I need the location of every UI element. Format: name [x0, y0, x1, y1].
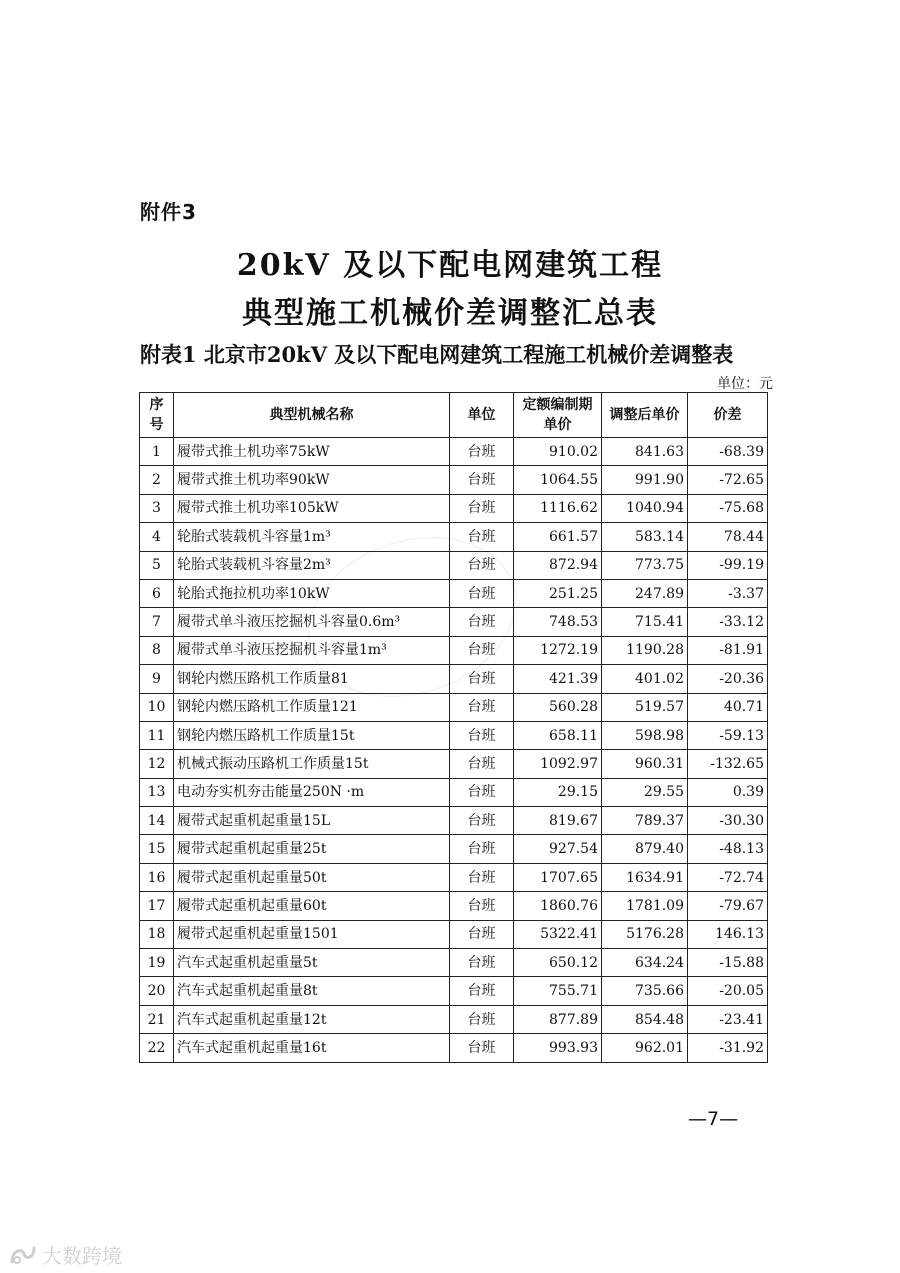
- unit-cell: 台班: [450, 863, 514, 891]
- machine-name: 履带式起重机起重量50t: [174, 863, 450, 891]
- price-difference: -20.05: [688, 977, 768, 1005]
- row-index: 12: [140, 750, 174, 778]
- adjusted-price: 5176.28: [602, 920, 688, 948]
- original-price: 5322.41: [514, 920, 602, 948]
- price-difference: 146.13: [688, 920, 768, 948]
- machine-name: 履带式单斗液压挖掘机斗容量1m³: [174, 636, 450, 664]
- machine-name: 轮胎式装载机斗容量2m³: [174, 551, 450, 579]
- unit-cell: 台班: [450, 750, 514, 778]
- row-index: 2: [140, 466, 174, 494]
- original-price: 877.89: [514, 1005, 602, 1033]
- page-number: —7—: [688, 1108, 739, 1130]
- attachment-label: 附件3: [140, 200, 197, 224]
- table-row: [140, 579, 768, 607]
- row-index: 18: [140, 920, 174, 948]
- original-price: 755.71: [514, 977, 602, 1005]
- original-price: 29.15: [514, 778, 602, 806]
- column-header: 价差: [688, 393, 768, 438]
- machine-name: 轮胎式拖拉机功率10kW: [174, 579, 450, 607]
- row-index: 20: [140, 977, 174, 1005]
- original-price: 421.39: [514, 665, 602, 693]
- original-price: 560.28: [514, 693, 602, 721]
- row-index: 11: [140, 721, 174, 749]
- table-row: [140, 892, 768, 920]
- table-row: [140, 721, 768, 749]
- table-header-row: [140, 393, 768, 438]
- price-difference: -48.13: [688, 835, 768, 863]
- original-price: 910.02: [514, 438, 602, 466]
- table-row: [140, 438, 768, 466]
- column-header: 单位: [450, 393, 514, 438]
- watermark-text: 大数跨境: [42, 1244, 122, 1268]
- row-index: 15: [140, 835, 174, 863]
- row-index: 22: [140, 1034, 174, 1062]
- adjusted-price: 519.57: [602, 693, 688, 721]
- price-difference: -68.39: [688, 438, 768, 466]
- original-price: 748.53: [514, 608, 602, 636]
- unit-cell: 台班: [450, 892, 514, 920]
- unit-cell: 台班: [450, 693, 514, 721]
- original-price: 661.57: [514, 523, 602, 551]
- table-row: [140, 693, 768, 721]
- unit-cell: 台班: [450, 977, 514, 1005]
- adjusted-price: 1781.09: [602, 892, 688, 920]
- adjusted-price: 1190.28: [602, 636, 688, 664]
- row-index: 9: [140, 665, 174, 693]
- table-body: [140, 438, 768, 1063]
- row-index: 17: [140, 892, 174, 920]
- unit-cell: 台班: [450, 551, 514, 579]
- unit-cell: 台班: [450, 579, 514, 607]
- machine-name: 机械式振动压路机工作质量15t: [174, 750, 450, 778]
- table-row: [140, 949, 768, 977]
- unit-label: 单位：元: [717, 376, 773, 392]
- row-index: 16: [140, 863, 174, 891]
- unit-cell: 台班: [450, 721, 514, 749]
- adjusted-price: 960.31: [602, 750, 688, 778]
- adjusted-price: 854.48: [602, 1005, 688, 1033]
- machine-name: 履带式起重机起重量25t: [174, 835, 450, 863]
- adjusted-price: 401.02: [602, 665, 688, 693]
- table-row: [140, 863, 768, 891]
- unit-cell: 台班: [450, 1005, 514, 1033]
- adjusted-price: 879.40: [602, 835, 688, 863]
- price-difference: -20.36: [688, 665, 768, 693]
- adjusted-price: 789.37: [602, 807, 688, 835]
- price-difference: -72.65: [688, 466, 768, 494]
- price-difference: -81.91: [688, 636, 768, 664]
- unit-cell: 台班: [450, 466, 514, 494]
- adjusted-price: 583.14: [602, 523, 688, 551]
- row-index: 3: [140, 494, 174, 522]
- row-index: 6: [140, 579, 174, 607]
- row-index: 19: [140, 949, 174, 977]
- adjusted-price: 1040.94: [602, 494, 688, 522]
- machine-name: 履带式起重机起重量60t: [174, 892, 450, 920]
- price-difference: -59.13: [688, 721, 768, 749]
- column-header: 定额编制期单价: [514, 393, 602, 438]
- table-row: [140, 977, 768, 1005]
- table-row: [140, 920, 768, 948]
- unit-cell: 台班: [450, 807, 514, 835]
- adjusted-price: 773.75: [602, 551, 688, 579]
- price-difference: -132.65: [688, 750, 768, 778]
- machine-name: 履带式推土机功率90kW: [174, 466, 450, 494]
- adjusted-price: 715.41: [602, 608, 688, 636]
- adjusted-price: 991.90: [602, 466, 688, 494]
- adjusted-price: 962.01: [602, 1034, 688, 1062]
- document-title-line2: 典型施工机械价差调整汇总表: [242, 296, 658, 331]
- table-subtitle: 附表1 北京市20kV 及以下配电网建筑工程施工机械价差调整表: [140, 342, 734, 367]
- table-row: [140, 608, 768, 636]
- original-price: 927.54: [514, 835, 602, 863]
- machine-name: 汽车式起重机起重量12t: [174, 1005, 450, 1033]
- adjusted-price: 1634.91: [602, 863, 688, 891]
- table-row: [140, 551, 768, 579]
- price-difference: -99.19: [688, 551, 768, 579]
- price-difference: -72.74: [688, 863, 768, 891]
- price-difference: -33.12: [688, 608, 768, 636]
- machine-name: 汽车式起重机起重量16t: [174, 1034, 450, 1062]
- row-index: 5: [140, 551, 174, 579]
- price-difference: -23.41: [688, 1005, 768, 1033]
- machine-name: 钢轮内燃压路机工作质量81: [174, 665, 450, 693]
- row-index: 13: [140, 778, 174, 806]
- original-price: 819.67: [514, 807, 602, 835]
- machine-name: 钢轮内燃压路机工作质量121: [174, 693, 450, 721]
- original-price: 1860.76: [514, 892, 602, 920]
- table-row: [140, 807, 768, 835]
- row-index: 1: [140, 438, 174, 466]
- machine-name: 轮胎式装载机斗容量1m³: [174, 523, 450, 551]
- machine-name: 钢轮内燃压路机工作质量15t: [174, 721, 450, 749]
- price-difference-table: [139, 392, 768, 1063]
- watermark-logo-icon: [8, 1244, 38, 1266]
- price-difference: -75.68: [688, 494, 768, 522]
- original-price: 650.12: [514, 949, 602, 977]
- original-price: 1707.65: [514, 863, 602, 891]
- document-title-line1: 20kV 及以下配电网建筑工程: [236, 248, 664, 283]
- row-index: 14: [140, 807, 174, 835]
- adjusted-price: 634.24: [602, 949, 688, 977]
- table-row: [140, 665, 768, 693]
- original-price: 658.11: [514, 721, 602, 749]
- machine-name: 履带式起重机起重量15L: [174, 807, 450, 835]
- table-row: [140, 636, 768, 664]
- table-row: [140, 523, 768, 551]
- price-difference: -3.37: [688, 579, 768, 607]
- price-difference: -79.67: [688, 892, 768, 920]
- price-difference: -15.88: [688, 949, 768, 977]
- price-difference: -31.92: [688, 1034, 768, 1062]
- original-price: 1272.19: [514, 636, 602, 664]
- row-index: 10: [140, 693, 174, 721]
- table-row: [140, 778, 768, 806]
- unit-cell: 台班: [450, 494, 514, 522]
- original-price: 1092.97: [514, 750, 602, 778]
- original-price: 872.94: [514, 551, 602, 579]
- watermark: [8, 1240, 122, 1269]
- column-header: 典型机械名称: [174, 393, 450, 438]
- column-header: 调整后单价: [602, 393, 688, 438]
- row-index: 21: [140, 1005, 174, 1033]
- unit-cell: 台班: [450, 665, 514, 693]
- adjusted-price: 735.66: [602, 977, 688, 1005]
- unit-cell: 台班: [450, 523, 514, 551]
- table-row: [140, 835, 768, 863]
- row-index: 8: [140, 636, 174, 664]
- unit-cell: 台班: [450, 920, 514, 948]
- unit-cell: 台班: [450, 778, 514, 806]
- original-price: 1064.55: [514, 466, 602, 494]
- machine-name: 履带式单斗液压挖掘机斗容量0.6m³: [174, 608, 450, 636]
- price-difference: 78.44: [688, 523, 768, 551]
- original-price: 993.93: [514, 1034, 602, 1062]
- machine-name: 履带式推土机功率105kW: [174, 494, 450, 522]
- row-index: 4: [140, 523, 174, 551]
- machine-name: 履带式推土机功率75kW: [174, 438, 450, 466]
- price-difference: 0.39: [688, 778, 768, 806]
- machine-name: 汽车式起重机起重量5t: [174, 949, 450, 977]
- unit-cell: 台班: [450, 608, 514, 636]
- table-row: [140, 1005, 768, 1033]
- price-difference: -30.30: [688, 807, 768, 835]
- unit-cell: 台班: [450, 636, 514, 664]
- adjusted-price: 841.63: [602, 438, 688, 466]
- adjusted-price: 29.55: [602, 778, 688, 806]
- unit-cell: 台班: [450, 1034, 514, 1062]
- original-price: 251.25: [514, 579, 602, 607]
- price-difference: 40.71: [688, 693, 768, 721]
- original-price: 1116.62: [514, 494, 602, 522]
- table-row: [140, 1034, 768, 1062]
- machine-name: 履带式起重机起重量1501: [174, 920, 450, 948]
- adjusted-price: 598.98: [602, 721, 688, 749]
- unit-cell: 台班: [450, 835, 514, 863]
- row-index: 7: [140, 608, 174, 636]
- table-row: [140, 494, 768, 522]
- adjusted-price: 247.89: [602, 579, 688, 607]
- machine-name: 电动夯实机夯击能量250N ·m: [174, 778, 450, 806]
- unit-cell: 台班: [450, 949, 514, 977]
- table-row: [140, 466, 768, 494]
- unit-cell: 台班: [450, 438, 514, 466]
- machine-name: 汽车式起重机起重量8t: [174, 977, 450, 1005]
- column-header: 序号: [140, 393, 174, 438]
- table-row: [140, 750, 768, 778]
